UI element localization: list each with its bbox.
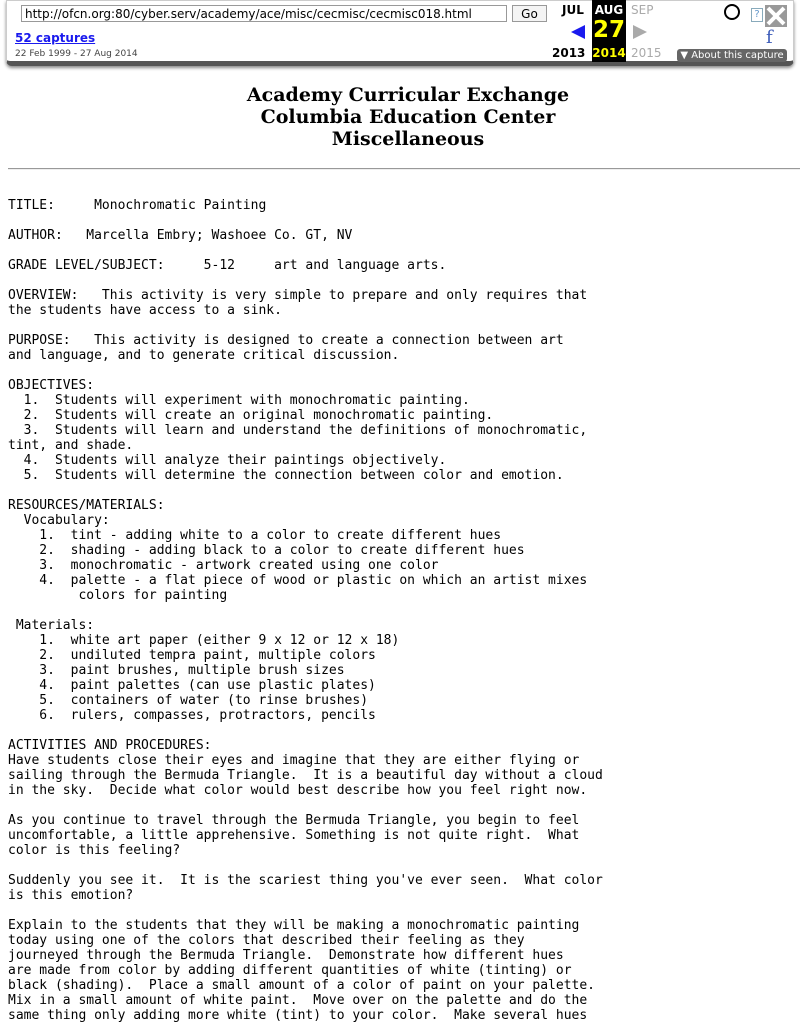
facebook-share-icon[interactable]: f <box>766 27 773 48</box>
horizontal-rule <box>8 168 800 170</box>
heading-line-2: Columbia Education Center <box>260 106 556 128</box>
lesson-plan-text: TITLE: Monochromatic Painting AUTHOR: Marcella Embry; Washoee Co. GT, NV GRADE LEVEL/SUBJECT: 5-12 art and language arts. OVERVIEW: This activity is very simple to prepare and only requires that the students have access to a sink. PURPOSE: This activity is designed to create a connection between art and language, and to generate critical discussion. OBJECTIVES: 1. Students will experiment with monochromatic painting. 2. Students will create an original monochromatic painting. 3. Students will learn and understand the definitions of monochromatic, tint, and shade. 4. Students will analyze their paintings objectively. 5. Students will determine the connection between color and emotion. RESOURCES/MATERIALS: Vocabulary: 1. tint - adding white to a color to create different hues 2. shading - adding black to a color to create different hues 3. monochromatic - artwork created using one color 4. palette - a flat piece of wood or plastic on which an artist mixes colors for painting Materials: 1. white art paper (either 9 x 12 or 12 x 18) 2. undiluted tempra paint, multiple colors 3. paint brushes, multiple brush sizes 4. paint palettes (can use plastic plates) 5. containers of water (to rinse brushes) 6. rulers, compasses, protractors, pencils ACTIVITIES AND PROCEDURES: Have students close their eyes and imagine that they are either flying or sailing through the Bermuda Triangle. It is a beautiful day without a cloud in the sky. Decide what color would best describe how you feel right now. As you continue to travel through the Bermuda Triangle, you begin to feel uncomfortable, a little apprehensive. Something is not quite right. What color is this feeling? Suddenly you see it. It is the scariest thing you've ever seen. What color is this emotion? Explain to the students that they will be making a monochromatic painting today using one of the colors that described their feeling as they journeyed through the Bermuda Triangle. Demonstrate how different hues are made from color by adding different quantities of white (tinting) or black (shading). Place a small amount of a color of paint on your palette. Mix in a small amount of white paint. Move over on the palette and do the same thing only adding more white (tint) to your color. Make several hues <box>8 198 603 1023</box>
next-year: 2015 <box>631 46 662 60</box>
prev-year-link[interactable]: 2013 <box>552 46 586 60</box>
page-heading <box>8 84 800 150</box>
go-button[interactable]: Go <box>512 5 547 22</box>
next-month: SEP <box>631 3 654 17</box>
sparkline-circle-icon[interactable] <box>723 3 741 25</box>
current-month: AUG <box>594 3 624 17</box>
heading-line-1: Academy Curricular Exchange <box>246 84 570 106</box>
next-capture-arrow-icon <box>632 24 648 44</box>
current-day: 27 <box>592 17 625 43</box>
url-input[interactable] <box>21 5 507 22</box>
current-year: 2014 <box>592 46 626 60</box>
capture-date-range: 22 Feb 1999 - 27 Aug 2014 <box>15 49 138 59</box>
help-icon[interactable]: ? <box>751 8 763 22</box>
heading-line-3: Miscellaneous <box>331 128 485 150</box>
captures-link[interactable]: 52 captures <box>15 31 96 45</box>
wayback-toolbar <box>6 0 794 66</box>
about-capture-button[interactable]: ▼ About this capture <box>677 49 787 62</box>
prev-capture-arrow-icon[interactable] <box>570 24 586 44</box>
prev-month-link[interactable]: JUL <box>562 3 584 17</box>
